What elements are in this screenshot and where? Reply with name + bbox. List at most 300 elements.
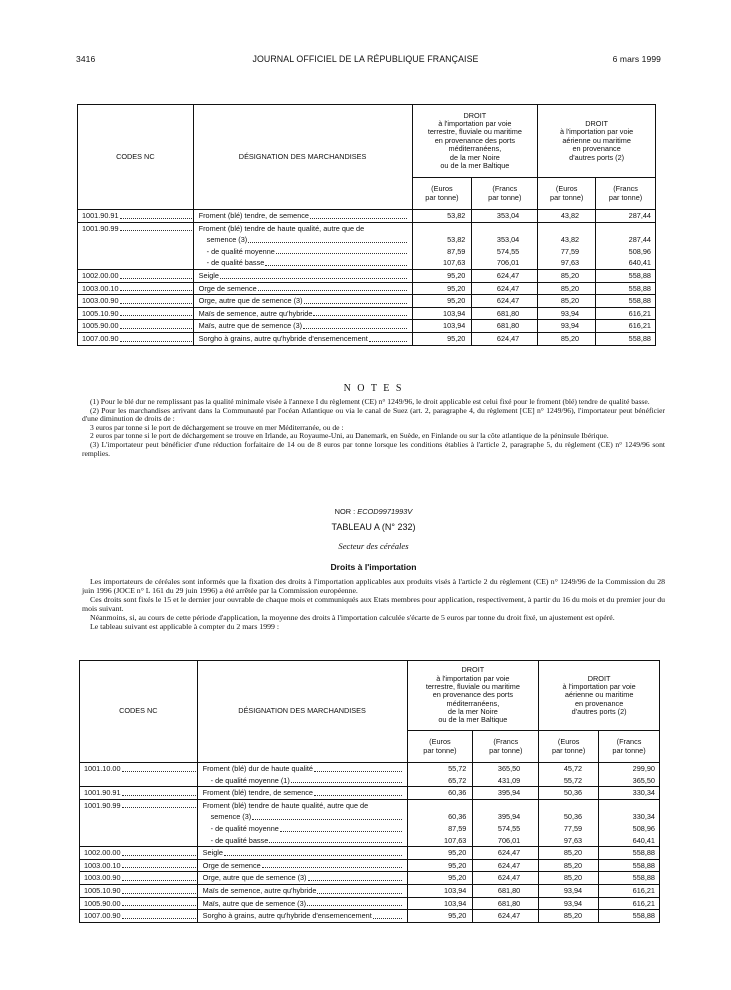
header-line: à l'importation par voie: [438, 119, 512, 129]
leader-dots: [307, 898, 401, 907]
paragraph-1: Les importateurs de céréales sont informés que la fixation des droits à l'importation applicables aux produits visés à l'article 2 du règlement (CE) n° 1249/96 de la Commission du 28 juin 1996 (JOCE n° L 161 du 29 juin 1996) a été arrêtée par la Commission européenne.: [82, 577, 665, 595]
note-2: (2) Pour les marchandises arrivant dans la Communauté par l'océan Atlantique ou via le canal de Suez (art. 2, paragraphe 4, du règlement [CE] n° 1249/96), l'importateur peut bénéficier d'une diminution de droits de :: [82, 405, 665, 424]
duty-value-cell: [539, 910, 599, 923]
duty-value-cell: [596, 320, 656, 333]
nc-code-cell: [78, 320, 194, 333]
duty-value-cell: [407, 787, 473, 800]
designation-text: Maïs, autre que de semence (3): [198, 321, 303, 331]
duty-value: 299,90: [632, 764, 655, 773]
duty-value: 95,20: [448, 873, 467, 883]
designation-cell: [197, 787, 407, 800]
duty-value-cell: [407, 847, 473, 860]
duty-value-cell: [473, 787, 539, 800]
duty-value: 508,96: [632, 823, 655, 833]
duty-value: 287,44: [628, 211, 651, 220]
droits-heading: Droits à l'importation: [330, 562, 417, 572]
duty-value: 85,20: [560, 283, 580, 293]
duty-value: 558,88: [628, 283, 651, 293]
header-line: par tonne): [488, 192, 522, 202]
duty-value: 53,82: [447, 211, 466, 220]
duty-value-cell: [407, 884, 473, 897]
header-line: (Francs: [493, 737, 519, 747]
duty-value-cell: [539, 884, 599, 897]
duty-value: 624,47: [497, 848, 521, 858]
nc-code-cell: [80, 847, 198, 860]
duty-value-cell: [473, 763, 539, 787]
paragraph-3: Néanmoins, si, au cours de cette période d'application, la moyenne des droits à l'importation calculée s'écarte de 5 euros par tonne du droit fixé, un ajustement est opéré.: [90, 613, 615, 622]
duty-value-cell: [407, 910, 473, 923]
duty-value-cell: [599, 859, 660, 872]
nor-label: NOR :: [334, 507, 358, 516]
unit-francs: [596, 178, 656, 210]
duty-value: 558,88: [628, 296, 651, 306]
duty-value-cell: [538, 210, 596, 223]
duty-value: 85,20: [563, 848, 583, 858]
leader-dots: [122, 800, 196, 809]
nc-code: [82, 223, 193, 235]
leader-dots: [280, 823, 402, 832]
header-droit-terrestre: [407, 661, 539, 731]
leader-dots: [310, 210, 407, 219]
duty-value: 365,50: [497, 764, 521, 773]
duty-value-cell: [473, 872, 539, 885]
designation-line: [199, 210, 408, 222]
duty-value: 107,63: [444, 835, 467, 845]
header-line: méditerranéens,: [446, 698, 500, 708]
duty-value: 330,34: [632, 788, 655, 798]
designation-text: semence (3): [206, 235, 248, 245]
header-line: de la mer Noire: [447, 707, 498, 717]
tableau-title: TABLEAU A (N° 232): [331, 522, 416, 532]
duty-value-cell: [472, 222, 538, 269]
designation-line: [203, 885, 403, 897]
notes-section: [82, 398, 665, 458]
duty-value: 287,44: [628, 235, 651, 245]
leader-dots: [220, 270, 407, 279]
duty-value-cell: [473, 799, 539, 846]
duty-value: 558,88: [632, 848, 655, 858]
designation-cell: [197, 884, 407, 897]
duty-value: 50,36: [563, 788, 583, 798]
duty-value-cell: [599, 910, 660, 923]
nc-code: [84, 763, 197, 775]
duty-value: 103,94: [444, 898, 467, 908]
duty-value-cell: [596, 282, 656, 295]
intro-text: [82, 577, 665, 631]
page-number: 3416: [76, 54, 96, 64]
designation-text: Seigle: [202, 848, 223, 858]
nc-code-cell: [78, 210, 194, 223]
designation-line: [203, 898, 403, 910]
duty-value: 60,36: [448, 788, 467, 798]
duty-value: 93,94: [563, 898, 583, 908]
duty-value: 95,20: [447, 333, 466, 343]
designation-text: Orge de semence: [198, 283, 257, 293]
table-row: [78, 295, 656, 308]
designation-line: [203, 872, 403, 884]
leader-dots: [122, 787, 196, 796]
note-2a: 3 euros par tonne si le port de déchargement se trouve en mer Méditerranée, ou de :: [90, 422, 344, 432]
header-line: DROIT: [585, 119, 608, 129]
header-codes-nc: CODES NC: [78, 105, 194, 210]
designation-text: Maïs, autre que de semence (3): [202, 898, 307, 908]
header-droit-aerienne: [538, 105, 656, 178]
header-line: aérienne ou maritime: [562, 135, 631, 145]
designation-cell: [197, 763, 407, 787]
header-line: (Francs: [492, 184, 518, 194]
leader-dots: [317, 885, 401, 894]
header-line: terrestre, fluviale ou maritime: [427, 127, 522, 137]
nc-code: [84, 860, 197, 872]
duty-value-cell: [472, 269, 538, 282]
leader-dots: [265, 257, 406, 266]
duty-value: 97,63: [563, 835, 583, 845]
designation-text: Froment (blé) tendre de haute qualité, autre que de: [202, 800, 369, 810]
duty-value: 574,55: [496, 246, 520, 256]
duty-value-cell: [596, 222, 656, 269]
duty-value: 93,94: [560, 308, 580, 318]
duty-value: 616,21: [628, 308, 651, 318]
header-line: (Euros: [429, 737, 451, 747]
leader-dots: [313, 308, 406, 317]
designation-cell: [197, 897, 407, 910]
nc-code-text: 1001.90.91: [84, 788, 121, 798]
duty-value-cell: [472, 282, 538, 295]
duty-value: 640,41: [632, 835, 655, 845]
nc-code: [82, 295, 193, 307]
header-line: par tonne): [550, 192, 584, 202]
designation-cell: [193, 222, 412, 269]
leader-dots: [276, 246, 407, 255]
secteur-subtitle: Secteur des céréales: [338, 541, 409, 551]
table-row: [80, 787, 660, 800]
duty-value-cell: [539, 787, 599, 800]
header-line: par tonne): [489, 745, 523, 755]
nc-code-text: 1003.00.90: [82, 296, 119, 306]
nc-code-text: 1005.10.90: [82, 308, 119, 318]
designation-line: [199, 320, 408, 332]
duty-value: 55,72: [563, 775, 583, 785]
designation-line: [199, 257, 408, 269]
designation-text: Orge, autre que de semence (3): [198, 296, 303, 306]
duty-value: 107,63: [443, 258, 466, 268]
duty-value-cell: [412, 222, 472, 269]
duty-value: 395,94: [497, 812, 521, 822]
nc-code-text: 1001.90.99: [82, 223, 119, 233]
nc-code: [84, 872, 197, 884]
duty-value-cell: [539, 847, 599, 860]
designation-cell: [193, 210, 412, 223]
leader-dots: [122, 860, 196, 869]
designation-line: [203, 763, 403, 775]
unit-francs: [599, 731, 660, 763]
nc-code-cell: [78, 307, 194, 320]
header-line: ou de la mer Baltique: [438, 715, 508, 725]
nor-value: ECOD9971993V: [357, 507, 413, 516]
duty-value: 93,94: [563, 885, 583, 895]
nc-code-text: 1001.90.91: [82, 211, 119, 220]
duty-value-cell: [538, 282, 596, 295]
leader-dots: [314, 763, 402, 772]
duty-value-cell: [538, 332, 596, 345]
duty-value-cell: [599, 787, 660, 800]
duty-value: 85,20: [563, 860, 583, 870]
duty-value: 95,20: [447, 283, 466, 293]
duty-value: 85,20: [563, 873, 583, 883]
duty-value-cell: [407, 897, 473, 910]
nc-code-cell: [80, 884, 198, 897]
leader-dots: [120, 283, 192, 292]
duty-value-cell: [407, 859, 473, 872]
duty-value: 681,80: [496, 321, 520, 331]
nc-code-cell: [80, 763, 198, 787]
duty-value: 574,55: [497, 823, 521, 833]
leader-dots: [122, 910, 196, 919]
header-line: DROIT: [463, 110, 487, 120]
designation-cell: [193, 332, 412, 345]
header-line: ou de la mer Baltique: [440, 160, 510, 170]
designation-line: [203, 811, 403, 823]
unit-euros: [538, 178, 596, 210]
nc-code-cell: [80, 787, 198, 800]
duty-value: 624,47: [497, 873, 521, 883]
leader-dots: [269, 835, 401, 844]
nc-code-text: 1001.10.00: [84, 764, 121, 773]
nc-code-text: 1003.00.10: [84, 860, 121, 870]
duty-value: [538, 223, 579, 235]
leader-dots: [122, 898, 196, 907]
note-3: (3) L'importateur peut bénéficier d'une réduction forfaitaire de 14 ou de 8 euros par tonne lorsque les conditions établies à l'article 2, paragraphe 5, du règlement (CE) n° 1249/96 sont remplies.: [82, 439, 665, 458]
nc-code: [82, 333, 193, 345]
unit-francs: [473, 731, 539, 763]
duty-value: 95,20: [448, 848, 467, 858]
leader-dots: [291, 775, 402, 784]
duty-value: 624,47: [497, 860, 521, 870]
nc-code-text: 1005.10.90: [84, 885, 121, 895]
duty-value: 616,21: [632, 885, 655, 895]
duty-value: 65,72: [448, 775, 467, 785]
duty-value: 558,88: [632, 860, 655, 870]
duty-value-cell: [599, 884, 660, 897]
header-line: (Euros: [431, 184, 453, 194]
duty-value: 624,47: [496, 296, 520, 306]
duty-value-cell: [539, 859, 599, 872]
duty-value-cell: [412, 282, 472, 295]
designation-text: Froment (blé) dur de haute qualité: [202, 764, 313, 773]
duty-value-cell: [472, 307, 538, 320]
designation-text: Orge, autre que de semence (3): [202, 873, 307, 883]
duty-value-cell: [596, 210, 656, 223]
duty-value: 43,82: [560, 211, 580, 220]
table-row: [80, 910, 660, 923]
duty-value: 95,20: [447, 270, 466, 280]
nc-code: [82, 270, 193, 282]
table-row: [78, 269, 656, 282]
nc-code-cell: [78, 222, 194, 269]
duty-value-cell: [473, 897, 539, 910]
designation-line: [199, 295, 408, 307]
duty-value: 681,80: [496, 308, 520, 318]
duty-value: 624,47: [496, 270, 520, 280]
header-line: (Euros: [555, 184, 578, 194]
nc-code-text: 1003.00.10: [82, 283, 119, 293]
designation-cell: [193, 269, 412, 282]
duty-value: 508,96: [628, 246, 651, 256]
nc-code-cell: [80, 859, 198, 872]
duty-value-cell: [412, 320, 472, 333]
duty-value: 85,20: [563, 911, 583, 921]
duty-value-cell: [472, 332, 538, 345]
nc-code: [84, 800, 197, 812]
header-line: en provenance des ports: [434, 135, 516, 145]
designation-cell: [193, 320, 412, 333]
designation-line: [203, 823, 403, 835]
duty-value: [539, 800, 582, 812]
duty-value: 53,82: [447, 235, 466, 245]
duty-value-cell: [473, 884, 539, 897]
designation-text: Sorgho à grains, autre qu'hybride d'ensemencement: [198, 333, 368, 343]
duty-value: 85,20: [560, 270, 580, 280]
duty-value-cell: [538, 269, 596, 282]
designation-cell: [197, 799, 407, 846]
nc-code: [82, 320, 193, 332]
leader-dots: [120, 320, 192, 329]
nc-code: [82, 308, 193, 320]
designation-line: [203, 910, 403, 922]
duty-value: 50,36: [563, 812, 583, 822]
unit-euros: [539, 731, 599, 763]
table-row: [80, 763, 660, 787]
leader-dots: [304, 295, 407, 304]
header-line: par tonne): [423, 745, 457, 755]
nc-code: [82, 283, 193, 295]
nc-code: [84, 885, 197, 897]
duty-value-cell: [596, 269, 656, 282]
duty-value-cell: [407, 799, 473, 846]
duty-value: 640,41: [628, 258, 651, 268]
nc-code: [84, 898, 197, 910]
leader-dots: [224, 847, 402, 856]
duty-value-cell: [407, 872, 473, 885]
duty-value: [472, 223, 519, 235]
leader-dots: [303, 320, 406, 329]
header-droit-terrestre: [412, 105, 538, 178]
designation-cell: [197, 872, 407, 885]
leader-dots: [122, 885, 196, 894]
header-designation: DÉSIGNATION DES MARCHANDISES: [193, 105, 412, 210]
designation-line: [203, 775, 403, 787]
duty-value: 77,59: [560, 246, 580, 256]
duty-value-cell: [473, 847, 539, 860]
nc-code-cell: [80, 897, 198, 910]
duty-value: 45,72: [563, 764, 583, 773]
duty-value-cell: [472, 210, 538, 223]
header-line: par tonne): [425, 192, 459, 202]
duty-value: 55,72: [448, 764, 467, 773]
duty-value: 616,21: [632, 898, 655, 908]
nc-code-cell: [80, 910, 198, 923]
nc-code-text: 1002.00.00: [82, 270, 119, 280]
duty-value-cell: [412, 269, 472, 282]
designation-text: - de qualité moyenne: [206, 246, 275, 256]
header-line: méditerranéens,: [448, 144, 502, 154]
leader-dots: [122, 763, 196, 772]
designation-text: Froment (blé) tendre, de semence: [202, 788, 313, 798]
duty-value-cell: [596, 295, 656, 308]
header-line: aérienne ou maritime: [564, 690, 634, 700]
designation-line: [203, 847, 403, 859]
designation-line: [203, 787, 403, 799]
leader-dots: [120, 270, 192, 279]
duty-value-cell: [599, 897, 660, 910]
designation-line: [203, 860, 403, 872]
designation-line: [199, 223, 408, 235]
designation-line: [199, 246, 408, 258]
duty-value: 624,47: [496, 283, 520, 293]
designation-cell: [193, 282, 412, 295]
duty-value: 87,59: [448, 823, 467, 833]
designation-text: - de qualité moyenne: [210, 823, 279, 833]
leader-dots: [252, 811, 401, 820]
designation-text: Maïs de semence, autre qu'hybride: [198, 308, 313, 318]
designation-line: [203, 800, 403, 812]
duty-value: [473, 800, 520, 812]
duty-value: 706,01: [496, 258, 520, 268]
nor-reference: [82, 507, 665, 516]
table-row: [80, 872, 660, 885]
header-line: d'autres ports (2): [569, 152, 625, 162]
header-line: DROIT: [461, 665, 485, 675]
nc-code-cell: [80, 799, 198, 846]
header-droit-aerienne: [539, 661, 660, 731]
header-line: en provenance: [574, 698, 624, 708]
table-row: [78, 307, 656, 320]
duty-value: 85,20: [560, 333, 580, 343]
duty-value-cell: [599, 799, 660, 846]
unit-francs: [472, 178, 538, 210]
duty-value: 395,94: [497, 788, 521, 798]
duty-value-cell: [539, 763, 599, 787]
duty-value-cell: [539, 897, 599, 910]
table-row: [78, 222, 656, 269]
header-line: par tonne): [608, 192, 643, 202]
designation-line: [199, 333, 408, 345]
designation-cell: [193, 307, 412, 320]
duty-value: 353,04: [496, 211, 520, 220]
paragraph-4: Le tableau suivant est applicable à compter du 2 mars 1999 :: [90, 622, 280, 631]
table-row: [80, 897, 660, 910]
header-designation: DÉSIGNATION DES MARCHANDISES: [197, 661, 407, 763]
header-line: en provenance des ports: [432, 690, 514, 700]
designation-text: Sorgho à grains, autre qu'hybride d'ensemencement: [202, 911, 372, 921]
nc-code-text: 1001.90.99: [84, 800, 121, 810]
duty-value-cell: [538, 295, 596, 308]
duty-value-cell: [599, 872, 660, 885]
note-2b: 2 euros par tonne si le port de déchargement se trouve en Irlande, au Royaume-Uni, au Danemark, en Suède, en Finlande ou sur la côte atlantique de la péninsule Ibérique.: [90, 431, 609, 441]
notes-title: N O T E S: [343, 383, 404, 394]
duty-value: 97,63: [560, 258, 580, 268]
table-row: [78, 320, 656, 333]
duty-value: [599, 800, 655, 812]
designation-text: Froment (blé) tendre de haute qualité, autre que de: [198, 223, 365, 233]
duty-value-cell: [412, 307, 472, 320]
duty-value-cell: [539, 872, 599, 885]
duty-value: [413, 223, 466, 235]
duty-value-cell: [412, 332, 472, 345]
duty-value: 624,47: [497, 911, 521, 921]
leader-dots: [373, 910, 402, 919]
designation-text: semence (3): [210, 812, 252, 822]
